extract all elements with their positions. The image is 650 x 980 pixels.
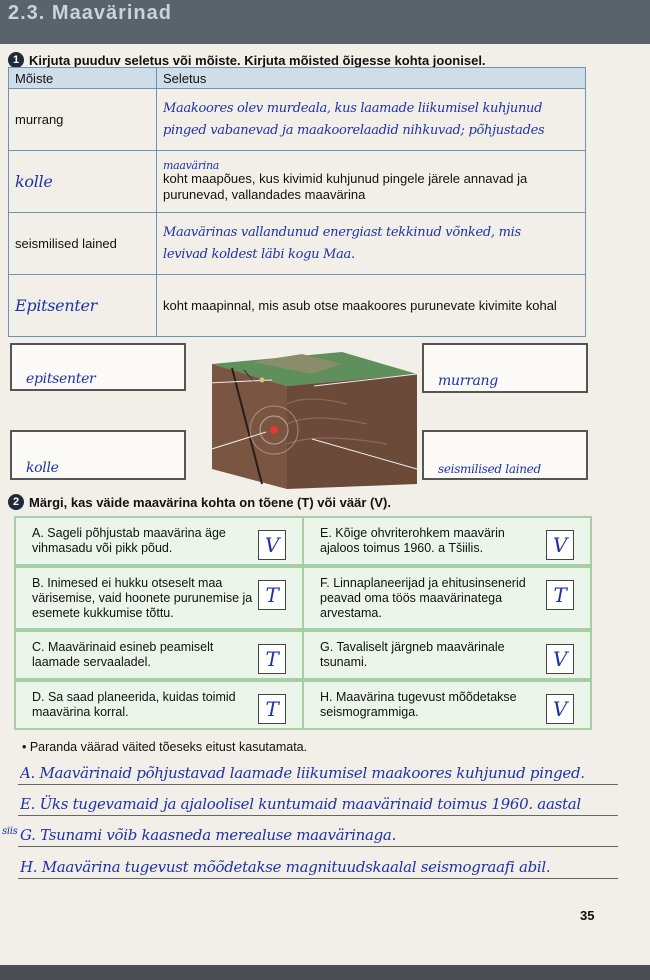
task2-number: 2 <box>8 494 24 510</box>
handwritten-explanation: Maavärinas vallandunud energiast tekkinud võnked, mis <box>163 224 521 240</box>
answer-box[interactable]: V <box>258 530 286 560</box>
task2-heading <box>8 494 391 510</box>
statement-card: G. Tavaliselt järgneb maavärinale tsunami. V <box>304 632 590 678</box>
explanation-cell <box>157 151 586 213</box>
focus-point <box>270 426 278 434</box>
label-box-bottom-left[interactable]: kolle <box>10 430 186 480</box>
statement-card: B. Inimesed ei hukku otseselt maa värisemise, vaid hoonete purunemise ja esemete kukkumise tõttu. T <box>16 568 302 628</box>
answer-box[interactable]: T <box>258 694 286 724</box>
task1-number: 1 <box>8 52 24 68</box>
statement-card: D. Sa saad planeerida, kuidas toimid maavärina korral. T <box>16 682 302 728</box>
handwritten-explanation: Maakoores olev murdeala, kus laamade liikumisel kuhjunud <box>163 100 543 116</box>
answer-box[interactable]: T <box>258 644 286 674</box>
term-cell[interactable]: murrang <box>9 89 157 151</box>
answer-box[interactable]: T <box>258 580 286 610</box>
task1-heading <box>8 52 486 68</box>
task2-title: Märgi, kas väide maavärina kohta on tõene (T) või väär (V). <box>29 494 391 510</box>
correction-instruction: • Paranda väärad väited tõeseks eitust kasutamata. <box>22 740 308 754</box>
statement-card: H. Maavärina tugevust mõõdetakse seismogrammiga. V <box>304 682 590 728</box>
explanation-cell[interactable] <box>157 213 586 275</box>
printed-explanation: koht maapõues, kus kivimid kuhjunud pingele järele annavad ja purunevad, vallandades maavärina <box>163 171 528 202</box>
writing-line <box>18 815 618 816</box>
explanation-cell[interactable] <box>157 89 586 151</box>
handwritten-term: kolle <box>15 172 53 191</box>
label-box-top-left[interactable]: epitsenter <box>10 343 186 391</box>
correction-line[interactable]: H. Maavärina tugevust mõõdetakse magnituudskaalal seismograafi abil. <box>20 858 551 876</box>
table-row <box>9 275 586 337</box>
correction-line[interactable]: E. Üks tugevamaid ja ajaloolisel kuntumaid maavärinaid toimus 1960. aastal <box>20 795 581 813</box>
writing-line <box>18 878 618 879</box>
table-row <box>9 89 586 151</box>
terms-table <box>8 67 586 337</box>
statement-card: A. Sageli põhjustab maavärina äge vihmasadu või pikk põud. V <box>16 518 302 564</box>
margin-note: siis <box>2 826 18 837</box>
statement-card: E. Kõige ohvriterohkem maavärin ajaloos toimus 1960. a Tšiilis. V <box>304 518 590 564</box>
page-number: 35 <box>580 908 595 923</box>
earthquake-block-diagram <box>192 334 422 489</box>
answer-box[interactable]: T <box>546 580 574 610</box>
handwritten-explanation: pinged vabanevad ja maakoorelaadid nihkuvad; põhjustades <box>163 122 545 138</box>
writing-line <box>18 846 618 847</box>
term-cell: seismilised lained <box>9 213 157 275</box>
answer-box[interactable]: V <box>546 644 574 674</box>
label-box-bottom-right[interactable]: seismilised lained <box>422 430 588 480</box>
task1-title: Kirjuta puuduv seletus või mõiste. Kirjuta mõisted õigesse kohta joonisel. <box>29 52 486 68</box>
chapter-heading: 2.3. Maavärinad <box>8 2 172 24</box>
col-header-explanation: Seletus <box>157 68 586 89</box>
label-box-top-right[interactable]: murrang <box>422 343 588 393</box>
term-cell[interactable] <box>9 151 157 213</box>
term-cell[interactable] <box>9 275 157 337</box>
epicenter-point <box>260 378 265 383</box>
col-header-term: Mõiste <box>9 68 157 89</box>
correction-line[interactable]: G. Tsunami võib kaasneda merealuse maavärinaga. <box>20 826 397 844</box>
statement-card: C. Maavärinaid esineb peamiselt laamade servaaladel. T <box>16 632 302 678</box>
answer-box[interactable]: V <box>546 530 574 560</box>
handwritten-explanation: levivad koldest läbi kogu Maa. <box>163 246 355 262</box>
correction-line[interactable]: A. Maavärinaid põhjustavad laamade liikumisel maakoores kuhjunud pinged. <box>20 764 585 782</box>
statement-card: F. Linnaplaneerijad ja ehitusinsenerid peavad oma töös maavärinatega arvestama. T <box>304 568 590 628</box>
printed-explanation: koht maapinnal, mis asub otse maakoores purunevate kivimite kohal <box>163 298 557 313</box>
handwritten-term: Epitsenter <box>15 296 98 315</box>
answer-box[interactable]: V <box>546 694 574 724</box>
table-row <box>9 213 586 275</box>
page-top-strip <box>0 0 650 44</box>
writing-line <box>18 784 618 785</box>
explanation-cell <box>157 275 586 337</box>
table-row <box>9 151 586 213</box>
handwritten-note: maavärina <box>163 159 220 172</box>
